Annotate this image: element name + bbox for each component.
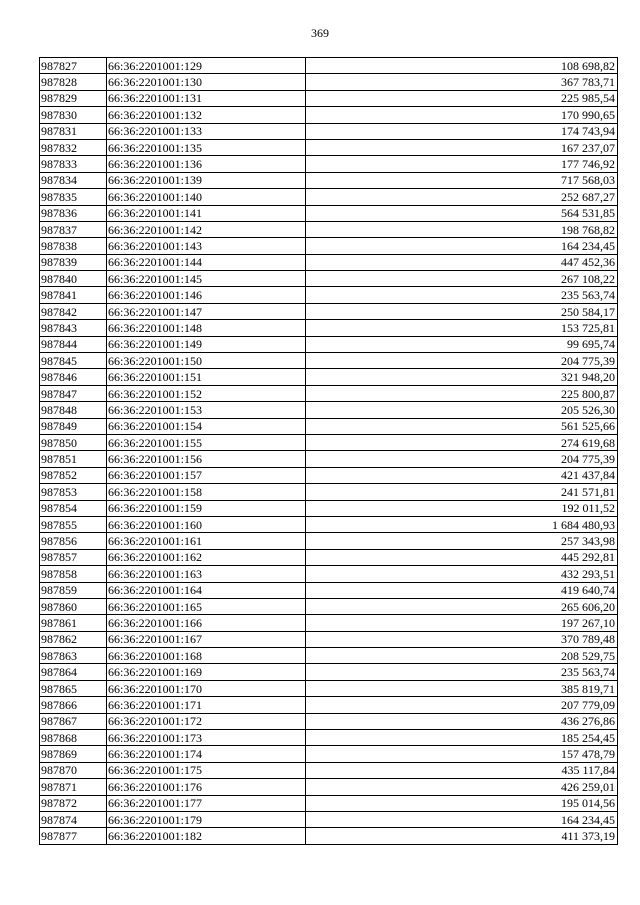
cadastral-number-cell: 66:36:2201001:156 — [107, 451, 306, 467]
cadastral-number-cell: 66:36:2201001:160 — [107, 516, 306, 532]
cadastral-value-cell: 99 695,74 — [306, 336, 618, 352]
table-row — [40, 746, 618, 762]
cadastral-number-cell: 66:36:2201001:141 — [107, 205, 306, 221]
cadastral-value-cell: 164 234,45 — [306, 238, 618, 254]
cadastral-number-cell: 66:36:2201001:133 — [107, 123, 306, 139]
table-row — [40, 484, 618, 500]
cadastral-value-cell: 195 014,56 — [306, 795, 618, 811]
cadastral-value-cell: 1 684 480,93 — [306, 516, 618, 532]
cadastral-number-cell: 66:36:2201001:151 — [107, 369, 306, 385]
table-row — [40, 762, 618, 778]
record-id-cell: 987863 — [40, 648, 107, 664]
cadastral-number-cell: 66:36:2201001:148 — [107, 320, 306, 336]
record-id-cell: 987859 — [40, 582, 107, 598]
record-id-cell: 987854 — [40, 500, 107, 516]
table-row — [40, 451, 618, 467]
cadastral-value-cell: 421 437,84 — [306, 467, 618, 483]
table-row — [40, 385, 618, 401]
cadastral-value-cell: 252 687,27 — [306, 189, 618, 205]
table-row — [40, 369, 618, 385]
cadastral-number-cell: 66:36:2201001:173 — [107, 730, 306, 746]
cadastral-number-cell: 66:36:2201001:130 — [107, 74, 306, 90]
table-row — [40, 238, 618, 254]
record-id-cell: 987850 — [40, 434, 107, 450]
cadastral-number-cell: 66:36:2201001:143 — [107, 238, 306, 254]
page-number: 369 — [311, 26, 329, 40]
cadastral-value-cell: 419 640,74 — [306, 582, 618, 598]
cadastral-value-cell: 185 254,45 — [306, 730, 618, 746]
cadastral-value-table — [39, 57, 618, 845]
cadastral-number-cell: 66:36:2201001:177 — [107, 795, 306, 811]
cadastral-value-cell: 177 746,92 — [306, 156, 618, 172]
cadastral-value-cell: 153 725,81 — [306, 320, 618, 336]
cadastral-value-cell: 192 011,52 — [306, 500, 618, 516]
record-id-cell: 987867 — [40, 713, 107, 729]
cadastral-number-cell: 66:36:2201001:179 — [107, 811, 306, 827]
record-id-cell: 987857 — [40, 549, 107, 565]
table-row — [40, 533, 618, 549]
table-row — [40, 582, 618, 598]
record-id-cell: 987835 — [40, 189, 107, 205]
table-row — [40, 500, 618, 516]
record-id-cell: 987828 — [40, 74, 107, 90]
cadastral-value-cell: 447 452,36 — [306, 254, 618, 270]
cadastral-number-cell: 66:36:2201001:163 — [107, 566, 306, 582]
table-row — [40, 320, 618, 336]
cadastral-value-cell: 250 584,17 — [306, 303, 618, 319]
record-id-cell: 987845 — [40, 353, 107, 369]
cadastral-value-cell: 445 292,81 — [306, 549, 618, 565]
record-id-cell: 987860 — [40, 598, 107, 614]
cadastral-number-cell: 66:36:2201001:154 — [107, 418, 306, 434]
record-id-cell: 987829 — [40, 90, 107, 106]
table-row — [40, 336, 618, 352]
cadastral-value-cell: 204 775,39 — [306, 451, 618, 467]
table-row — [40, 303, 618, 319]
table-row — [40, 58, 618, 74]
table-row — [40, 123, 618, 139]
table-row — [40, 467, 618, 483]
record-id-cell: 987832 — [40, 139, 107, 155]
cadastral-number-cell: 66:36:2201001:158 — [107, 484, 306, 500]
record-id-cell: 987866 — [40, 697, 107, 713]
table-row — [40, 730, 618, 746]
table-row — [40, 713, 618, 729]
table-row — [40, 189, 618, 205]
cadastral-value-cell: 321 948,20 — [306, 369, 618, 385]
cadastral-number-cell: 66:36:2201001:150 — [107, 353, 306, 369]
record-id-cell: 987870 — [40, 762, 107, 778]
cadastral-number-cell: 66:36:2201001:131 — [107, 90, 306, 106]
record-id-cell: 987849 — [40, 418, 107, 434]
record-id-cell: 987843 — [40, 320, 107, 336]
table-row — [40, 90, 618, 106]
record-id-cell: 987869 — [40, 746, 107, 762]
table-row — [40, 74, 618, 90]
cadastral-value-cell: 370 789,48 — [306, 631, 618, 647]
table-row — [40, 680, 618, 696]
cadastral-value-cell: 225 985,54 — [306, 90, 618, 106]
table-row — [40, 172, 618, 188]
record-id-cell: 987836 — [40, 205, 107, 221]
cadastral-number-cell: 66:36:2201001:157 — [107, 467, 306, 483]
table-row — [40, 205, 618, 221]
record-id-cell: 987848 — [40, 402, 107, 418]
table-row — [40, 664, 618, 680]
record-id-cell: 987840 — [40, 271, 107, 287]
cadastral-value-cell: 204 775,39 — [306, 353, 618, 369]
cadastral-number-cell: 66:36:2201001:155 — [107, 434, 306, 450]
record-id-cell: 987841 — [40, 287, 107, 303]
table-row — [40, 615, 618, 631]
record-id-cell: 987865 — [40, 680, 107, 696]
cadastral-value-cell: 157 478,79 — [306, 746, 618, 762]
record-id-cell: 987847 — [40, 385, 107, 401]
record-id-cell: 987868 — [40, 730, 107, 746]
record-id-cell: 987827 — [40, 58, 107, 74]
cadastral-number-cell: 66:36:2201001:144 — [107, 254, 306, 270]
table-row — [40, 566, 618, 582]
cadastral-number-cell: 66:36:2201001:159 — [107, 500, 306, 516]
cadastral-number-cell: 66:36:2201001:139 — [107, 172, 306, 188]
table-row — [40, 811, 618, 827]
cadastral-value-cell: 241 571,81 — [306, 484, 618, 500]
cadastral-number-cell: 66:36:2201001:171 — [107, 697, 306, 713]
cadastral-value-cell: 108 698,82 — [306, 58, 618, 74]
table-row — [40, 598, 618, 614]
record-id-cell: 987871 — [40, 779, 107, 795]
cadastral-value-cell: 235 563,74 — [306, 664, 618, 680]
table-row — [40, 254, 618, 270]
record-id-cell: 987838 — [40, 238, 107, 254]
table-row — [40, 434, 618, 450]
table-row — [40, 779, 618, 795]
cadastral-value-cell: 205 526,30 — [306, 402, 618, 418]
cadastral-value-cell: 225 800,87 — [306, 385, 618, 401]
record-id-cell: 987833 — [40, 156, 107, 172]
cadastral-value-cell: 426 259,01 — [306, 779, 618, 795]
cadastral-value-cell: 197 267,10 — [306, 615, 618, 631]
record-id-cell: 987858 — [40, 566, 107, 582]
cadastral-number-cell: 66:36:2201001:132 — [107, 107, 306, 123]
cadastral-value-cell: 164 234,45 — [306, 811, 618, 827]
cadastral-value-cell: 432 293,51 — [306, 566, 618, 582]
cadastral-number-cell: 66:36:2201001:153 — [107, 402, 306, 418]
cadastral-number-cell: 66:36:2201001:129 — [107, 58, 306, 74]
cadastral-number-cell: 66:36:2201001:165 — [107, 598, 306, 614]
record-id-cell: 987853 — [40, 484, 107, 500]
table-row — [40, 631, 618, 647]
cadastral-number-cell: 66:36:2201001:149 — [107, 336, 306, 352]
cadastral-number-cell: 66:36:2201001:166 — [107, 615, 306, 631]
cadastral-value-cell: 267 108,22 — [306, 271, 618, 287]
cadastral-number-cell: 66:36:2201001:145 — [107, 271, 306, 287]
cadastral-value-cell: 717 568,03 — [306, 172, 618, 188]
cadastral-number-cell: 66:36:2201001:162 — [107, 549, 306, 565]
cadastral-value-cell: 170 990,65 — [306, 107, 618, 123]
record-id-cell: 987844 — [40, 336, 107, 352]
table-row — [40, 795, 618, 811]
cadastral-number-cell: 66:36:2201001:146 — [107, 287, 306, 303]
cadastral-value-cell: 436 276,86 — [306, 713, 618, 729]
cadastral-number-cell: 66:36:2201001:152 — [107, 385, 306, 401]
table-row — [40, 697, 618, 713]
cadastral-number-cell: 66:36:2201001:182 — [107, 828, 306, 844]
record-id-cell: 987852 — [40, 467, 107, 483]
cadastral-value-cell: 435 117,84 — [306, 762, 618, 778]
cadastral-value-cell: 207 779,09 — [306, 697, 618, 713]
cadastral-number-cell: 66:36:2201001:175 — [107, 762, 306, 778]
table-row — [40, 516, 618, 532]
table-row — [40, 402, 618, 418]
table-row — [40, 549, 618, 565]
cadastral-number-cell: 66:36:2201001:164 — [107, 582, 306, 598]
cadastral-number-cell: 66:36:2201001:135 — [107, 139, 306, 155]
table-row — [40, 156, 618, 172]
cadastral-number-cell: 66:36:2201001:161 — [107, 533, 306, 549]
cadastral-number-cell: 66:36:2201001:170 — [107, 680, 306, 696]
record-id-cell: 987846 — [40, 369, 107, 385]
table-row — [40, 648, 618, 664]
table-row — [40, 418, 618, 434]
table-row — [40, 107, 618, 123]
cadastral-value-cell: 411 373,19 — [306, 828, 618, 844]
cadastral-number-cell: 66:36:2201001:174 — [107, 746, 306, 762]
record-id-cell: 987839 — [40, 254, 107, 270]
cadastral-value-cell: 174 743,94 — [306, 123, 618, 139]
table-row — [40, 221, 618, 237]
cadastral-value-cell: 265 606,20 — [306, 598, 618, 614]
record-id-cell: 987864 — [40, 664, 107, 680]
cadastral-value-cell: 561 525,66 — [306, 418, 618, 434]
cadastral-value-cell: 208 529,75 — [306, 648, 618, 664]
record-id-cell: 987856 — [40, 533, 107, 549]
cadastral-number-cell: 66:36:2201001:142 — [107, 221, 306, 237]
table-row — [40, 271, 618, 287]
cadastral-value-cell: 564 531,85 — [306, 205, 618, 221]
cadastral-value-cell: 235 563,74 — [306, 287, 618, 303]
cadastral-number-cell: 66:36:2201001:140 — [107, 189, 306, 205]
table-body — [40, 58, 618, 845]
record-id-cell: 987837 — [40, 221, 107, 237]
record-id-cell: 987872 — [40, 795, 107, 811]
cadastral-number-cell: 66:36:2201001:169 — [107, 664, 306, 680]
cadastral-number-cell: 66:36:2201001:136 — [107, 156, 306, 172]
cadastral-value-cell: 385 819,71 — [306, 680, 618, 696]
table-row — [40, 287, 618, 303]
record-id-cell: 987861 — [40, 615, 107, 631]
record-id-cell: 987877 — [40, 828, 107, 844]
record-id-cell: 987834 — [40, 172, 107, 188]
cadastral-value-cell: 167 237,07 — [306, 139, 618, 155]
record-id-cell: 987851 — [40, 451, 107, 467]
cadastral-value-cell: 367 783,71 — [306, 74, 618, 90]
record-id-cell: 987862 — [40, 631, 107, 647]
cadastral-number-cell: 66:36:2201001:168 — [107, 648, 306, 664]
record-id-cell: 987842 — [40, 303, 107, 319]
record-id-cell: 987830 — [40, 107, 107, 123]
record-id-cell: 987855 — [40, 516, 107, 532]
table-row — [40, 139, 618, 155]
record-id-cell: 987831 — [40, 123, 107, 139]
cadastral-number-cell: 66:36:2201001:176 — [107, 779, 306, 795]
cadastral-value-cell: 257 343,98 — [306, 533, 618, 549]
cadastral-number-cell: 66:36:2201001:167 — [107, 631, 306, 647]
cadastral-value-cell: 198 768,82 — [306, 221, 618, 237]
cadastral-number-cell: 66:36:2201001:172 — [107, 713, 306, 729]
table-row — [40, 353, 618, 369]
table-row — [40, 828, 618, 844]
cadastral-number-cell: 66:36:2201001:147 — [107, 303, 306, 319]
cadastral-value-cell: 274 619,68 — [306, 434, 618, 450]
record-id-cell: 987874 — [40, 811, 107, 827]
